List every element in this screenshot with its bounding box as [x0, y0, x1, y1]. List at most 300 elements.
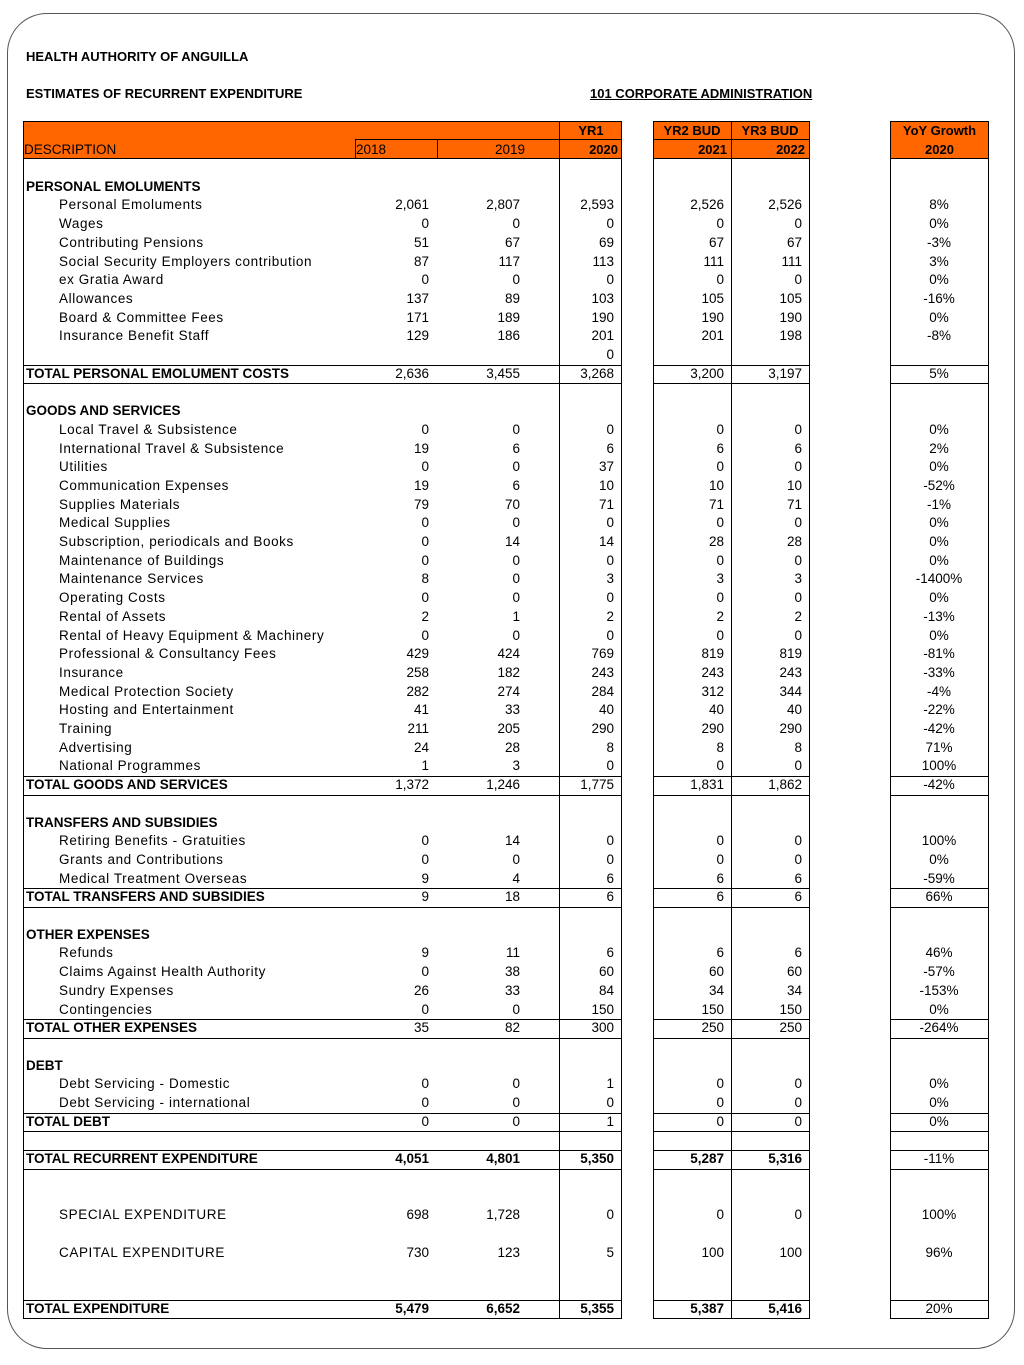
value-2018: 9: [421, 945, 429, 961]
value-2020: 0: [606, 272, 614, 288]
total-row-border-top: [653, 776, 810, 777]
value-2020: 0: [606, 851, 614, 867]
value-growth: -59%: [923, 870, 955, 886]
value-2021: 0: [716, 216, 724, 232]
section-heading: PERSONAL EMOLUMENTS: [26, 178, 201, 194]
report-title: ESTIMATES OF RECURRENT EXPENDITURE: [26, 86, 303, 101]
value-2018: 2,061: [395, 197, 429, 213]
value-2020: 6: [606, 440, 614, 456]
total-row-border-left: [23, 1019, 24, 1038]
value-2022: 2: [794, 608, 802, 624]
value-2021: 819: [701, 646, 724, 662]
value-2020: 3: [606, 571, 614, 587]
value-growth: -52%: [923, 477, 955, 493]
total-row-border-top: [653, 1300, 810, 1301]
value-2022: 6: [794, 440, 802, 456]
value-2021: 100: [701, 1244, 724, 1260]
value-2021: 28: [708, 534, 724, 549]
value-2022: 28: [786, 534, 802, 549]
total-label: TOTAL EXPENDITURE: [26, 1300, 170, 1316]
row-label: Medical Supplies: [59, 515, 171, 531]
value-2019: 28: [504, 739, 520, 755]
value-growth: 0%: [929, 1095, 949, 1110]
total-row-border-bottom: [890, 383, 989, 384]
value-growth: 3%: [929, 253, 949, 269]
value-2022: 0: [794, 833, 802, 849]
organization-title: HEALTH AUTHORITY OF ANGUILLA: [26, 49, 249, 64]
value-2020: 0: [606, 1095, 614, 1110]
value-2019: 0: [512, 1001, 520, 1017]
value-2020: 37: [598, 459, 614, 475]
value-2018: 698: [406, 1207, 429, 1223]
total-label: TOTAL RECURRENT EXPENDITURE: [26, 1151, 258, 1167]
value-2022: 0: [794, 216, 802, 232]
value-2018: 9: [421, 870, 429, 886]
value-2022: 0: [794, 459, 802, 475]
value-2022: 0: [794, 1113, 802, 1129]
value-2021: 0: [716, 552, 724, 568]
value-2020: 0: [606, 421, 614, 437]
value-2019: 33: [504, 702, 520, 718]
value-growth: 20%: [925, 1300, 953, 1316]
value-2019: 2,807: [486, 197, 520, 213]
value-2018: 282: [406, 683, 429, 699]
value-2022: 0: [794, 552, 802, 568]
value-2022: 0: [794, 1207, 802, 1223]
value-2021: 290: [701, 721, 724, 736]
value-2021: 0: [716, 421, 724, 437]
value-growth: -264%: [919, 1020, 959, 1036]
header-divider: [355, 139, 356, 158]
row-label: CAPITAL EXPENDITURE: [59, 1244, 225, 1260]
col-2022: 2022: [776, 142, 805, 157]
value-growth: 8%: [929, 197, 949, 213]
value-2020: 0: [606, 515, 614, 531]
value-2018: 2,636: [395, 365, 429, 381]
row-label: Medical Treatment Overseas: [59, 870, 248, 886]
value-2020: 84: [598, 982, 614, 998]
header-border: [24, 158, 622, 159]
value-2020: 243: [591, 664, 614, 680]
value-2020: 10: [598, 477, 614, 493]
value-2019: 123: [497, 1244, 520, 1260]
value-2021: 40: [708, 702, 724, 718]
value-growth: 0%: [929, 515, 949, 531]
value-2020: 2,593: [580, 197, 614, 213]
value-2021: 34: [708, 982, 724, 998]
value-2020: 6: [606, 945, 614, 961]
value-2021: 67: [708, 234, 724, 250]
value-2019: 0: [512, 1076, 520, 1092]
total-row-border-top: [24, 776, 622, 777]
total-row-border-top: [24, 1113, 622, 1114]
value-2022: 3: [794, 571, 802, 587]
value-growth: -1400%: [915, 571, 963, 587]
value-growth: -4%: [926, 683, 951, 699]
total-row-border-top: [890, 1150, 989, 1151]
value-2018: 0: [421, 1113, 429, 1129]
value-2022: 198: [779, 328, 802, 344]
col-2021: 2021: [698, 142, 727, 157]
value-2020: 60: [598, 964, 614, 980]
total-row-border-top: [24, 888, 622, 889]
value-growth: -57%: [923, 964, 955, 980]
value-2018: 0: [421, 216, 429, 232]
value-growth: 100%: [921, 1207, 957, 1223]
value-2022: 0: [794, 1076, 802, 1092]
total-label: TOTAL TRANSFERS AND SUBSIDIES: [26, 889, 265, 905]
total-row-border-left: [23, 888, 24, 907]
value-2022: 111: [781, 253, 802, 269]
row-label: Subscription, periodicals and Books: [59, 534, 294, 549]
value-2022: 344: [779, 683, 802, 699]
value-2020: 0: [606, 758, 614, 774]
value-2019: 3,455: [486, 365, 520, 381]
value-2021: 250: [701, 1020, 724, 1036]
col-growth-year: 2020: [925, 142, 954, 157]
total-row-border-bottom: [653, 1318, 810, 1319]
value-2021: 0: [716, 851, 724, 867]
value-2018: 9: [421, 889, 429, 905]
total-label: TOTAL OTHER EXPENSES: [26, 1020, 198, 1036]
row-label: Training: [59, 721, 113, 736]
row-label: Contributing Pensions: [59, 234, 204, 250]
value-growth: 66%: [925, 889, 953, 905]
value-2021: 0: [716, 272, 724, 288]
value-2021: 3,200: [690, 365, 724, 381]
value-2022: 40: [786, 702, 802, 718]
value-2021: 190: [701, 309, 724, 325]
row-label: Rental of Heavy Equipment & Machinery: [59, 627, 325, 643]
value-growth: 5%: [929, 365, 949, 381]
value-2019: 14: [504, 534, 520, 549]
value-2021: 2,526: [690, 197, 724, 213]
value-2021: 8: [716, 739, 724, 755]
value-2021: 0: [716, 1095, 724, 1110]
total-row-border-top: [890, 365, 989, 366]
value-2020: 103: [591, 290, 614, 306]
value-2018: 0: [421, 1095, 429, 1110]
value-2019: 0: [512, 459, 520, 475]
total-row-border-top: [24, 1150, 622, 1151]
value-2018: 19: [413, 440, 429, 456]
total-row-border-bottom: [653, 795, 810, 796]
value-2019: 18: [504, 889, 520, 905]
value-growth: 0%: [929, 309, 949, 325]
value-2019: 424: [497, 646, 520, 662]
value-2020: 201: [591, 328, 614, 344]
value-2021: 0: [716, 459, 724, 475]
value-2018: 0: [421, 552, 429, 568]
value-2019: 0: [512, 627, 520, 643]
value-2018: 0: [421, 272, 429, 288]
value-growth: 0%: [929, 216, 949, 232]
value-growth: -11%: [923, 1151, 955, 1167]
total-row-border-top: [890, 1113, 989, 1114]
value-2019: 6: [512, 477, 520, 493]
value-2019: 67: [504, 234, 520, 250]
value-2021: 2: [716, 608, 724, 624]
total-row-border-bottom: [653, 907, 810, 908]
col-description: DESCRIPTION: [24, 142, 117, 157]
value-2021: 0: [716, 515, 724, 531]
header-border: [890, 158, 989, 159]
total-row-border-bottom: [653, 383, 810, 384]
value-2020: 300: [591, 1020, 614, 1036]
total-row-border-bottom: [24, 1169, 622, 1170]
value-growth: 71%: [925, 739, 953, 755]
total-row-border-top: [653, 1019, 810, 1020]
value-2019: 3: [512, 758, 520, 774]
row-label: Supplies Materials: [59, 496, 181, 512]
value-growth: 100%: [921, 833, 957, 849]
value-2022: 6: [794, 889, 802, 905]
row-label: Grants and Contributions: [59, 851, 224, 867]
total-row-border-top: [24, 365, 622, 366]
total-row-border-bottom: [890, 795, 989, 796]
value-2018: 0: [421, 851, 429, 867]
value-growth: 0%: [929, 1001, 949, 1017]
section-heading: OTHER EXPENSES: [26, 926, 150, 942]
value-2018: 24: [413, 739, 429, 755]
value-growth: -22%: [923, 702, 955, 718]
row-label: Social Security Employers contribution: [59, 253, 313, 269]
value-2018: 0: [421, 590, 429, 606]
row-label: Advertising: [59, 739, 133, 755]
value-2020: 0: [606, 1207, 614, 1223]
row-label: Personal Emoluments: [59, 197, 203, 213]
row-label: Insurance Benefit Staff: [59, 328, 210, 344]
value-2019: 4: [512, 870, 520, 886]
total-row-border-bottom: [24, 1038, 622, 1039]
value-2022: 3,197: [768, 365, 802, 381]
row-label: Maintenance Services: [59, 571, 204, 587]
value-2022: 67: [786, 234, 802, 250]
row-label: Refunds: [59, 945, 114, 961]
row-label: Sundry Expenses: [59, 982, 174, 998]
value-2020: 0: [606, 216, 614, 232]
value-2018: 137: [406, 290, 429, 306]
value-2019: 186: [497, 328, 520, 344]
value-2022: 150: [779, 1001, 802, 1017]
value-2018: 51: [413, 234, 429, 250]
value-growth: [879, 346, 999, 365]
total-row-border-left: [23, 1300, 24, 1319]
header-border: [24, 121, 622, 122]
value-2019: 1: [512, 608, 520, 624]
row-label: Medical Protection Society: [59, 683, 234, 699]
value-2018: 87: [413, 253, 429, 269]
row-label: Operating Costs: [59, 590, 166, 606]
value-2019: 6,652: [486, 1300, 520, 1316]
total-label: TOTAL GOODS AND SERVICES: [26, 777, 228, 793]
value-2022: 8: [794, 739, 802, 755]
row-label: Allowances: [59, 290, 134, 306]
value-2022: 5,316: [768, 1151, 802, 1167]
department-title: 101 CORPORATE ADMINISTRATION: [590, 86, 813, 101]
value-2022: 0: [794, 851, 802, 867]
value-2019: 1,728: [486, 1207, 520, 1223]
header-border: [356, 139, 622, 140]
value-2021: 60: [708, 964, 724, 980]
row-label: Hosting and Entertainment: [59, 702, 234, 718]
value-2019: 0: [512, 1095, 520, 1110]
value-2022: 250: [779, 1020, 802, 1036]
value-2020: 290: [591, 721, 614, 736]
total-label: TOTAL DEBT: [26, 1113, 110, 1129]
value-growth: 0%: [929, 851, 949, 867]
value-growth: -153%: [919, 982, 959, 998]
value-2020: 0: [606, 552, 614, 568]
value-2018: 19: [413, 477, 429, 493]
value-2018: 79: [413, 496, 429, 512]
spacer-row-border: [653, 1131, 810, 1132]
total-row-border-top: [653, 888, 810, 889]
value-2022: 60: [786, 964, 802, 980]
row-label: Local Travel & Subsistence: [59, 421, 238, 437]
value-2020: 3,268: [580, 365, 614, 381]
value-2022: 34: [786, 982, 802, 998]
value-2019: 117: [498, 253, 520, 269]
value-2021: 0: [716, 1076, 724, 1092]
value-2018: 171: [406, 309, 429, 325]
value-2022: 100: [779, 1244, 802, 1260]
value-2021: 5,287: [690, 1151, 724, 1167]
value-2020: 5: [606, 1244, 614, 1260]
value-2020: 40: [598, 702, 614, 718]
value-2018: 8: [421, 571, 429, 587]
value-growth: -16%: [923, 290, 955, 306]
value-2021: 10: [708, 477, 724, 493]
value-2020: 6: [606, 870, 614, 886]
value-2022: 290: [779, 721, 802, 736]
value-2019: 0: [512, 552, 520, 568]
row-label: National Programmes: [59, 758, 201, 774]
value-growth: 0%: [929, 627, 949, 643]
value-2021: 0: [716, 833, 724, 849]
value-2020: 190: [591, 309, 614, 325]
value-2018: 0: [421, 1076, 429, 1092]
value-2019: 0: [512, 216, 520, 232]
value-2018: 1,372: [395, 777, 429, 793]
value-2022: 0: [794, 758, 802, 774]
value-2020: 2: [606, 608, 614, 624]
value-2021: 3: [716, 571, 724, 587]
value-2018: 1: [421, 758, 429, 774]
value-2021: 312: [701, 683, 724, 699]
row-label: Professional & Consultancy Fees: [59, 646, 277, 662]
value-2020: 1: [606, 1076, 614, 1092]
value-growth: 0%: [929, 552, 949, 568]
value-2019: 182: [497, 664, 520, 680]
total-row-border-bottom: [890, 1169, 989, 1170]
value-2018: 0: [421, 421, 429, 437]
row-label: ex Gratia Award: [59, 272, 164, 288]
value-growth: 0%: [929, 1076, 949, 1092]
row-label: SPECIAL EXPENDITURE: [59, 1207, 227, 1223]
value-2021: 111: [703, 253, 724, 269]
value-2018: 730: [406, 1244, 429, 1260]
total-row-border-bottom: [890, 907, 989, 908]
value-2022: 190: [779, 309, 802, 325]
value-2019: 82: [504, 1020, 520, 1036]
value-2021: 201: [701, 328, 724, 344]
total-row-border-top: [890, 1019, 989, 1020]
value-2019: 4,801: [486, 1151, 520, 1167]
col-2018: 2018: [356, 142, 387, 157]
value-2019: 1,246: [486, 777, 520, 793]
total-row-border-left: [23, 776, 24, 795]
row-label: Wages: [59, 216, 104, 232]
total-row-border-top: [24, 1019, 622, 1020]
value-2018: 0: [421, 534, 429, 549]
value-2022: 6: [794, 870, 802, 886]
value-growth: -8%: [926, 328, 951, 344]
value-2021: 6: [716, 889, 724, 905]
value-2020: 0: [606, 833, 614, 849]
total-row-border-bottom: [890, 1038, 989, 1039]
value-2018: 211: [407, 721, 429, 736]
value-2020: 0: [606, 347, 614, 362]
value-2022: 0: [794, 421, 802, 437]
value-2020: 69: [598, 234, 614, 250]
value-2021: 6: [716, 440, 724, 456]
row-label: Communication Expenses: [59, 477, 230, 493]
total-row-border-bottom: [890, 1318, 989, 1319]
col-yr3-label: YR3 BUD: [741, 123, 799, 138]
value-2021: 0: [716, 627, 724, 643]
value-2022: 0: [794, 1095, 802, 1110]
total-row-border-bottom: [24, 907, 622, 908]
value-2021: 5,387: [690, 1300, 724, 1316]
value-2019: 0: [512, 851, 520, 867]
value-2022: 0: [794, 590, 802, 606]
value-2019: 274: [497, 683, 520, 699]
value-growth: 2%: [929, 440, 949, 456]
section-heading: TRANSFERS AND SUBSIDIES: [26, 814, 218, 830]
value-2022: 2,526: [768, 197, 802, 213]
value-2021: 0: [716, 1207, 724, 1223]
value-growth: -42%: [923, 721, 955, 736]
row-label: Rental of Assets: [59, 608, 167, 624]
total-row-border-top: [890, 888, 989, 889]
value-2021: 1,831: [690, 777, 724, 793]
value-2021: 0: [716, 1113, 724, 1129]
value-growth: 96%: [925, 1244, 953, 1260]
col-2020: 2020: [589, 142, 618, 157]
total-row-border-bottom: [653, 1038, 810, 1039]
value-2021: 0: [716, 590, 724, 606]
header-border: [890, 121, 989, 122]
total-row-border-top: [653, 1150, 810, 1151]
value-growth: -42%: [923, 777, 955, 793]
value-2018: 258: [406, 664, 429, 680]
total-row-border-bottom: [24, 795, 622, 796]
value-2020: 1,775: [580, 777, 614, 793]
value-2020: 113: [592, 253, 614, 269]
value-2019: 0: [512, 272, 520, 288]
spacer-row-border: [890, 1131, 989, 1132]
value-2018: 35: [413, 1020, 429, 1036]
row-label: Retiring Benefits - Gratuities: [59, 833, 246, 849]
total-row-border-bottom: [24, 383, 622, 384]
value-2018: 0: [421, 515, 429, 531]
value-2019: 11: [505, 945, 520, 961]
value-growth: 0%: [929, 272, 949, 288]
total-row-border-top: [653, 365, 810, 366]
value-growth: 0%: [929, 421, 949, 437]
value-2022: 71: [786, 496, 802, 512]
